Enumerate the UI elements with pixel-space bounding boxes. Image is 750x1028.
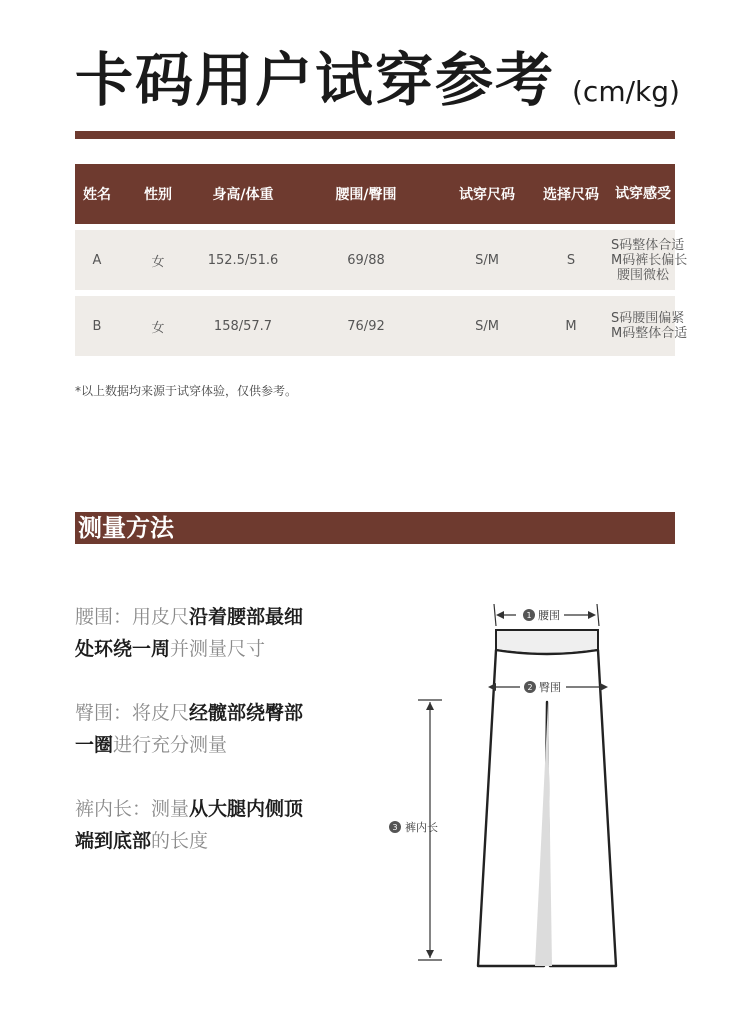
header-feeling: 试穿感受 xyxy=(615,185,671,202)
cell-waist-hip: 76/92 xyxy=(347,318,385,334)
hip-number: 2 xyxy=(527,683,533,692)
header-tried-size: 试穿尺码 xyxy=(459,187,515,203)
cell-name: B xyxy=(92,318,102,334)
method-text-light: 裤内长：测量 xyxy=(75,798,190,820)
pants-measurement-diagram xyxy=(380,590,670,990)
method-inseam xyxy=(75,793,303,857)
table-row xyxy=(75,230,688,290)
header-gender: 性别 xyxy=(144,187,172,203)
method-text-light: 腰围：用皮尺 xyxy=(75,606,190,628)
method-text-bold: 从大腿内侧顶 xyxy=(189,798,304,820)
method-text-light: 臀围：将皮尺 xyxy=(75,702,190,724)
cell-chosen-size: S xyxy=(566,252,576,268)
method-text-bold: 一圈 xyxy=(75,734,114,756)
cell-name: A xyxy=(92,252,102,268)
cell-chosen-size: M xyxy=(565,318,577,334)
section-title: 测量方法 xyxy=(78,514,174,542)
method-text-bold: 经髋部绕臀部 xyxy=(189,702,304,724)
method-text-bold: 处环绕一周 xyxy=(75,638,171,660)
table-header xyxy=(75,164,675,224)
method-text-bold: 端到底部 xyxy=(75,830,152,852)
method-text-bold: 沿着腰部最细 xyxy=(189,606,304,628)
feeling-line: M码裤长偏长 xyxy=(611,252,688,268)
method-text-light: 的长度 xyxy=(151,830,209,852)
header-height-weight: 身高/体重 xyxy=(212,187,274,203)
hip-label: 臀围 xyxy=(539,681,561,694)
method-text-light: 进行充分测量 xyxy=(113,734,228,756)
header-chosen-size: 选择尺码 xyxy=(543,187,599,203)
cell-height-weight: 152.5/51.6 xyxy=(207,252,279,268)
method-text-light: 并测量尺寸 xyxy=(170,638,266,660)
feeling-line: M码整体合适 xyxy=(611,326,688,341)
cell-height-weight: 158/57.7 xyxy=(213,318,273,334)
disclaimer-note: *以上数据均来源于试穿体验，仅供参考。 xyxy=(75,384,298,398)
cell-tried-size: S/M xyxy=(475,318,499,334)
cell-feeling xyxy=(611,311,688,341)
cell-gender: 女 xyxy=(151,254,165,270)
cell-feeling xyxy=(611,237,688,283)
feeling-line: S码整体合适 xyxy=(611,237,685,253)
header-waist-hip: 腰围/臀围 xyxy=(335,187,397,203)
feeling-line: S码腰围偏紧 xyxy=(611,311,685,326)
inseam-number: 3 xyxy=(392,823,398,832)
cell-gender: 女 xyxy=(151,320,165,336)
feeling-line: 腰围微松 xyxy=(616,267,669,283)
title-divider xyxy=(75,131,675,139)
table-row xyxy=(75,296,688,356)
fitting-table xyxy=(75,164,688,356)
waist-label: 腰围 xyxy=(538,609,560,622)
cell-tried-size: S/M xyxy=(475,252,499,268)
page-title: 卡码用户试穿参考 xyxy=(75,46,556,114)
cell-waist-hip: 69/88 xyxy=(347,252,385,268)
unit-label: (cm/kg) xyxy=(572,75,680,108)
inseam-label: 裤内长 xyxy=(405,821,438,834)
waist-number: 1 xyxy=(526,611,532,620)
pants-waistband xyxy=(496,630,598,654)
method-waist xyxy=(75,601,303,665)
header-name: 姓名 xyxy=(83,187,111,203)
method-hip xyxy=(75,697,303,761)
